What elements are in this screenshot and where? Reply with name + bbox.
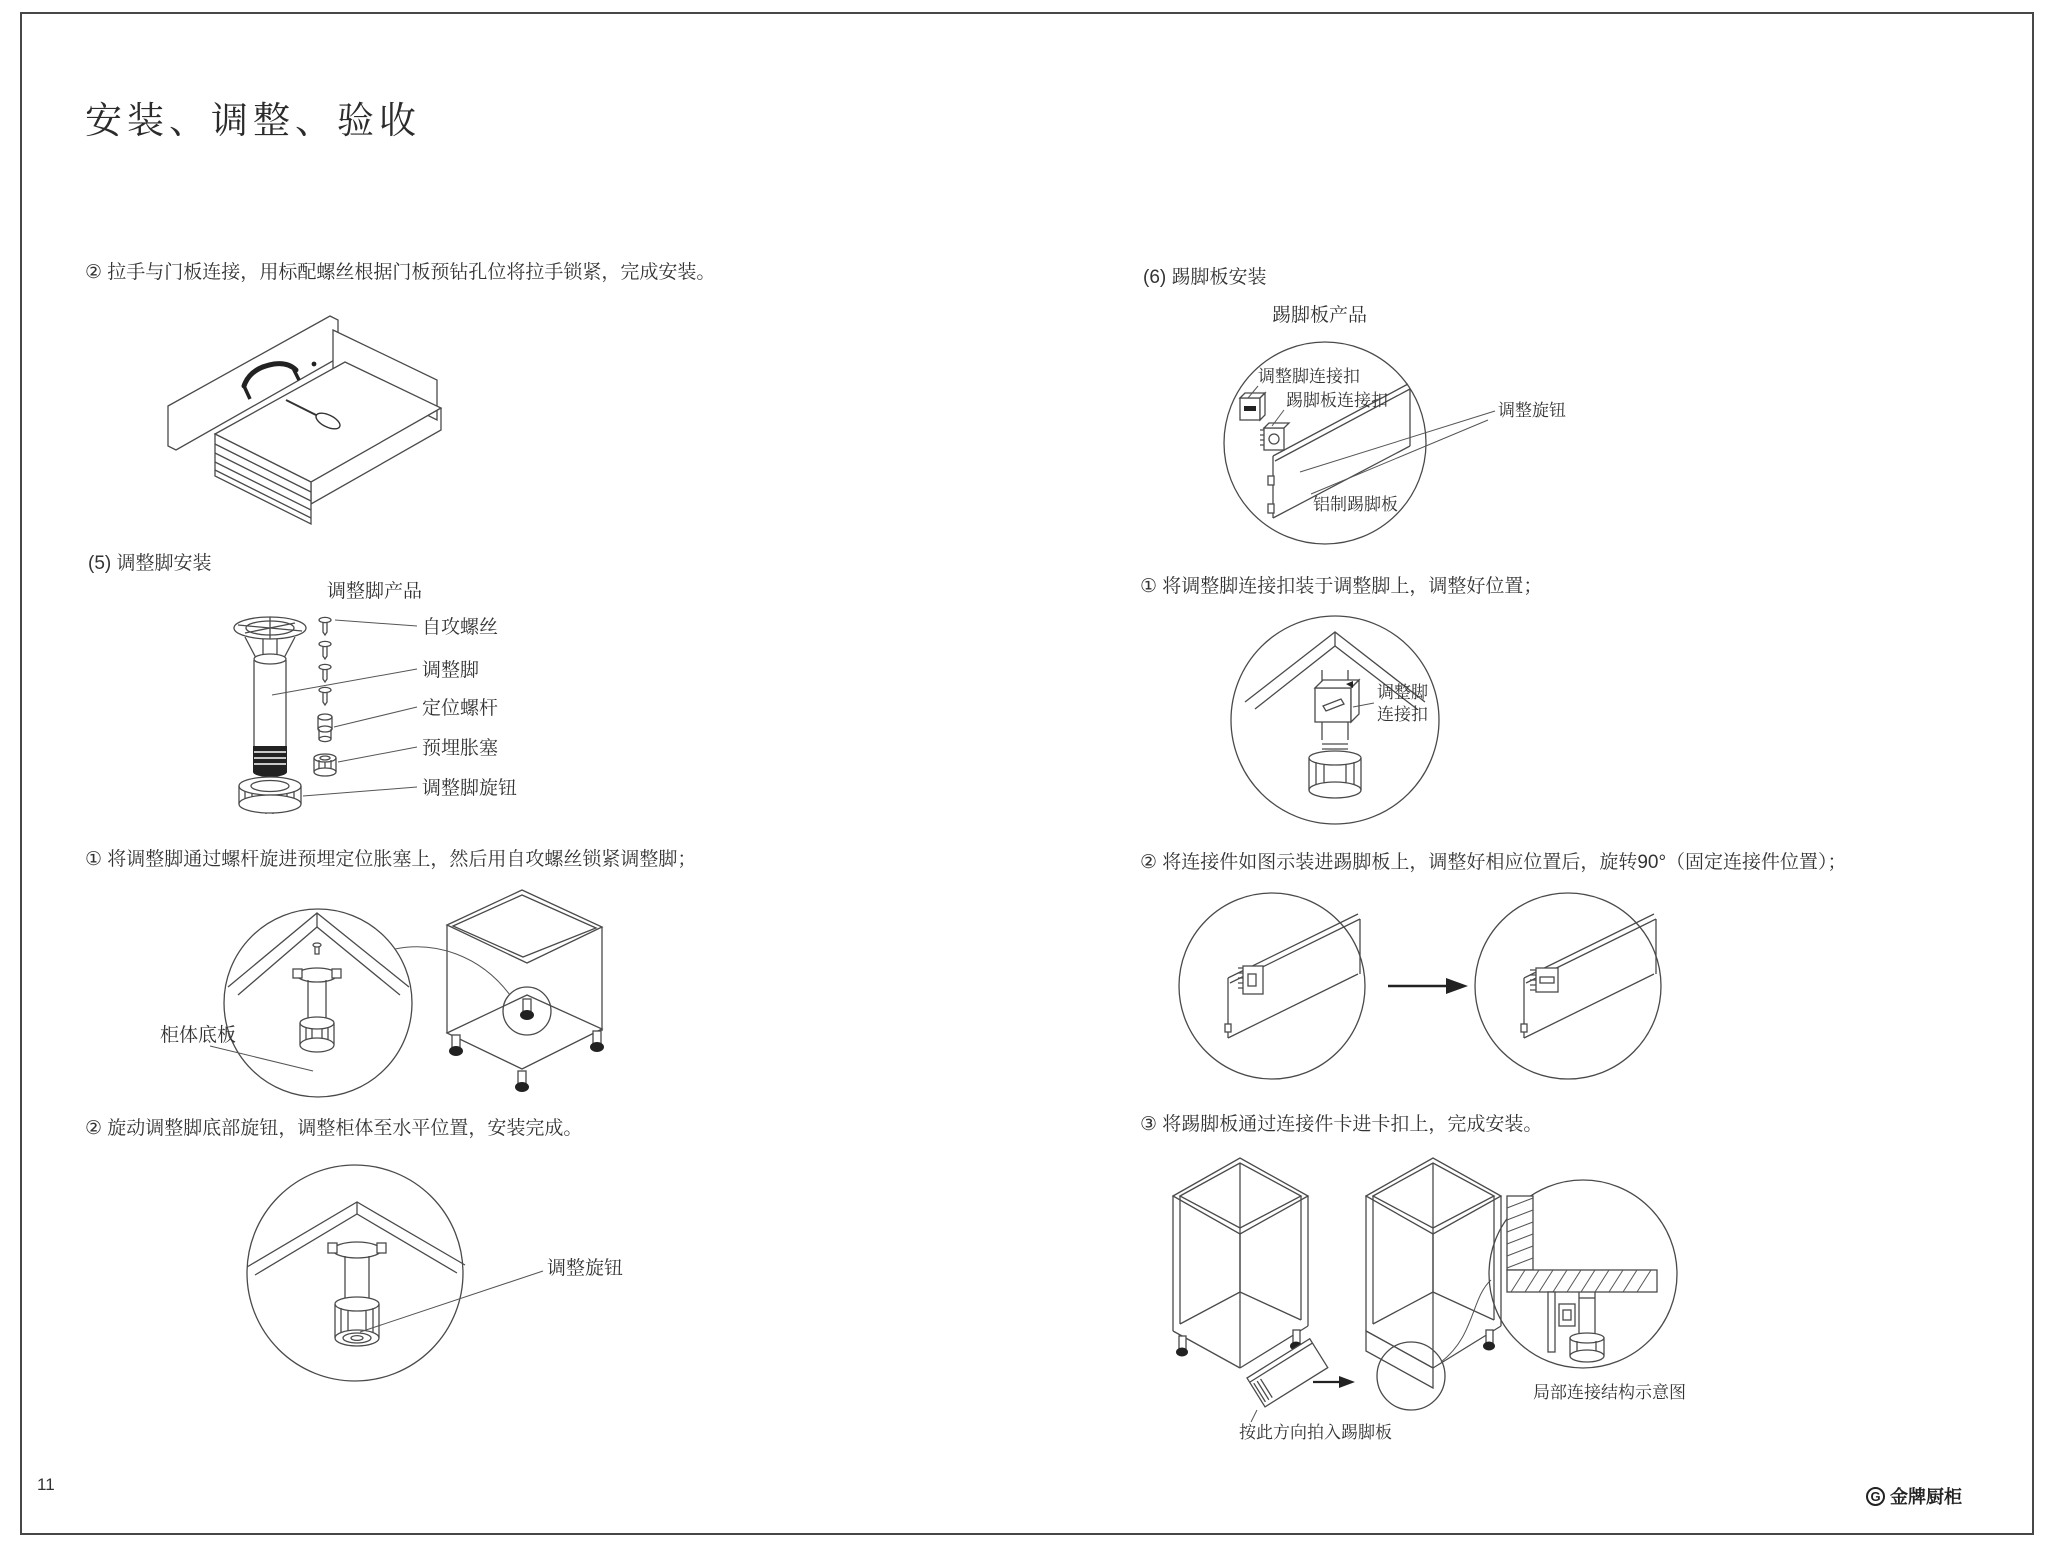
left-step2-text: ② 旋动调整脚底部旋钮，调整柜体至水平位置，安装完成。 xyxy=(85,1118,583,1139)
label-kickboard-connector: 踢脚板连接扣 xyxy=(1286,391,1388,410)
kickboard-leaning xyxy=(1247,1339,1328,1407)
label-expansion-plug: 预埋胀塞 xyxy=(422,738,499,759)
section-6-heading: (6) 踢脚板安装 xyxy=(1143,267,1267,288)
detail-structure xyxy=(1489,1180,1677,1368)
label-positioning-rod: 定位螺杆 xyxy=(422,698,499,719)
page-title: 安装、调整、验收 xyxy=(85,100,421,141)
positioning-rod xyxy=(318,714,332,742)
page-number: 11 xyxy=(37,1475,55,1494)
cabinet-open xyxy=(1173,1158,1308,1368)
foot-install-diagram xyxy=(150,883,630,1141)
label-foot-connector: 调整脚连接扣 xyxy=(1258,367,1360,386)
label-aluminum-kickboard: 铝制踢脚板 xyxy=(1313,495,1398,514)
label-adjusting-foot: 调整脚 xyxy=(422,660,480,681)
left-step1-text: ① 将调整脚通过螺杆旋进预埋定位胀塞上，然后用自攻螺丝锁紧调整脚； xyxy=(85,849,697,870)
label-foot-connector-line2: 连接扣 xyxy=(1377,705,1428,724)
label-detail-caption: 局部连接结构示意图 xyxy=(1533,1383,1686,1402)
connector-rotate-diagram xyxy=(1178,886,1748,1091)
connector-clip xyxy=(1315,680,1359,722)
right-step1-text: ① 将调整脚连接扣装于调整脚上，调整好位置； xyxy=(1140,576,1543,597)
drawer-handle-diagram xyxy=(160,306,460,541)
label-self-tapping-screw: 自攻螺丝 xyxy=(422,617,499,638)
cabinet-underside xyxy=(395,890,604,1092)
screws xyxy=(319,617,331,705)
label-insert-direction: 按此方向拍入踢脚板 xyxy=(1239,1423,1392,1442)
kickboard-install-diagram xyxy=(1155,1146,1855,1491)
brand-logo-icon: G xyxy=(1866,1487,1885,1506)
kickboard-product-diagram xyxy=(1218,336,1678,571)
foot-connector-diagram xyxy=(1225,608,1625,843)
connector-before-rotate xyxy=(1238,966,1263,994)
label-adjust-knob: 调整旋钮 xyxy=(547,1258,624,1279)
brand-logo xyxy=(1866,1483,1962,1509)
knob-detail-diagram xyxy=(155,1152,635,1412)
label-foot-knob: 调整脚旋钮 xyxy=(422,778,518,799)
kickboard-product-caption: 踢脚板产品 xyxy=(1272,305,1368,326)
kickboard-connector-piece xyxy=(1260,423,1289,450)
label-cabinet-bottom: 柜体底板 xyxy=(160,1025,237,1046)
right-step3-text: ③ 将踢脚板通过连接件卡进卡扣上，完成安装。 xyxy=(1140,1114,1543,1135)
section-5-heading: (5) 调整脚安装 xyxy=(88,553,212,574)
connector-after-rotate xyxy=(1530,968,1558,992)
label-adjust-knob-right: 调整旋钮 xyxy=(1498,401,1566,420)
brand-name: 金牌厨柜 xyxy=(1890,1487,1962,1507)
expansion-plug xyxy=(314,754,336,776)
label-foot-connector-line1: 调整脚 xyxy=(1377,683,1428,702)
left-handle-step-text: ② 拉手与门板连接，用标配螺丝根据门板预钻孔位将拉手锁紧，完成安装。 xyxy=(85,262,716,283)
right-step2-text: ② 将连接件如图示装进踢脚板上，调整好相应位置后，旋转90°（固定连接件位置）； xyxy=(1140,852,1847,873)
foot-product-caption: 调整脚产品 xyxy=(327,581,423,602)
adjusting-foot-product-diagram xyxy=(225,600,625,845)
foot-connector-piece xyxy=(1240,393,1265,420)
